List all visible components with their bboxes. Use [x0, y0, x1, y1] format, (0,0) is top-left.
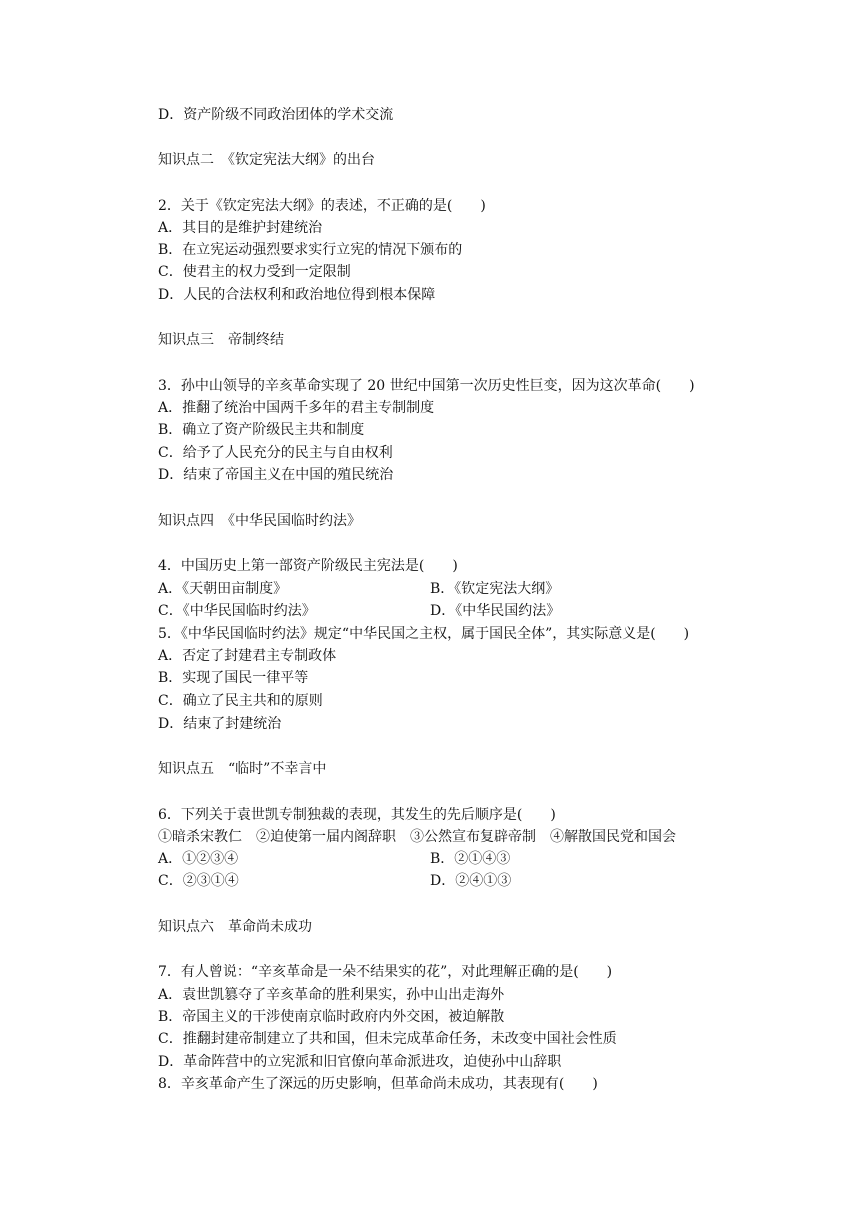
question-4-stem: 4．中国历史上第一部资产阶级民主宪法是( ) — [158, 558, 458, 574]
question-5-option-b: B．实现了国民一律平等 — [158, 670, 309, 686]
question-5-option-d: D．结束了封建统治 — [158, 716, 282, 732]
question-5-option-a: A．否定了封建君主专制政体 — [158, 648, 337, 664]
section-heading-5: 知识点五 “临时”不幸言中 — [158, 761, 327, 777]
question-7-option-a: A．袁世凯篡夺了辛亥革命的胜利果实，孙中山出走海外 — [158, 987, 505, 1003]
question-7-stem: 7．有人曾说：“辛亥革命是一朵不结果实的花”，对此理解正确的是( ) — [158, 964, 613, 980]
question-6-option-c: C．②③①④ — [158, 873, 239, 889]
question-7-option-c: C．推翻封建帝制建立了共和国，但未完成革命任务，未改变中国社会性质 — [158, 1031, 617, 1047]
question-3-option-c: C．给予了人民充分的民主与自由权利 — [158, 445, 393, 461]
question-4-option-c: C．《中华民国临时约法》 — [158, 603, 316, 619]
section-heading-2: 知识点二 《钦定宪法大纲》的出台 — [158, 152, 375, 168]
section-heading-6: 知识点六 革命尚未成功 — [158, 919, 312, 935]
section-heading-3: 知识点三 帝制终结 — [158, 332, 284, 348]
question-3-option-a: A．推翻了统治中国两千多年的君主专制制度 — [158, 400, 435, 416]
question-3-option-d: D．结束了帝国主义在中国的殖民统治 — [158, 467, 394, 483]
question-6-option-d: D．②④①③ — [430, 873, 512, 889]
question-2-option-c: C．使君主的权力受到一定限制 — [158, 264, 351, 280]
question-2-option-b: B．在立宪运动强烈要求实行立宪的情况下颁布的 — [158, 242, 463, 258]
question-6-stem: 6．下列关于袁世凯专制独裁的表现，其发生的先后顺序是( ) — [158, 807, 556, 823]
question-5-stem: 5．《中华民国临时约法》规定“中华民国之主权，属于国民全体”，其实际意义是( ) — [158, 626, 690, 642]
section-heading-4: 知识点四 《中华民国临时约法》 — [158, 513, 361, 529]
question-6-option-b: B．②①④③ — [430, 851, 511, 867]
question-4-option-b: B．《钦定宪法大纲》 — [430, 581, 560, 597]
question-3-option-b: B．确立了资产阶级民主共和制度 — [158, 422, 365, 438]
question-4-option-a: A．《天朝田亩制度》 — [158, 581, 288, 597]
question-2-option-d: D．人民的合法权利和政治地位得到根本保障 — [158, 287, 436, 303]
question-3-stem: 3．孙中山领导的辛亥革命实现了 20 世纪中国第一次历史性巨变，因为这次革命( ) — [158, 378, 695, 394]
question-2-option-a: A．其目的是维护封建统治 — [158, 220, 323, 236]
question-5-option-c: C．确立了民主共和的原则 — [158, 693, 323, 709]
question-6-option-a: A．①②③④ — [158, 851, 239, 867]
question-8-stem: 8．辛亥革命产生了深远的历史影响，但革命尚未成功，其表现有( ) — [158, 1076, 598, 1092]
question-7-option-d: D．革命阵营中的立宪派和旧官僚向革命派进攻，迫使孙中山辞职 — [158, 1054, 562, 1070]
q1-option-d: D．资产阶级不同政治团体的学术交流 — [158, 107, 394, 123]
question-6-items: ①暗杀宋教仁 ②迫使第一届内阁辞职 ③公然宣布复辟帝制 ④解散国民党和国会 — [158, 829, 676, 845]
question-7-option-b: B．帝国主义的干涉使南京临时政府内外交困，被迫解散 — [158, 1009, 505, 1025]
question-2-stem: 2．关于《钦定宪法大纲》的表述，不正确的是( ) — [158, 198, 486, 214]
question-4-option-d: D．《中华民国约法》 — [430, 603, 561, 619]
